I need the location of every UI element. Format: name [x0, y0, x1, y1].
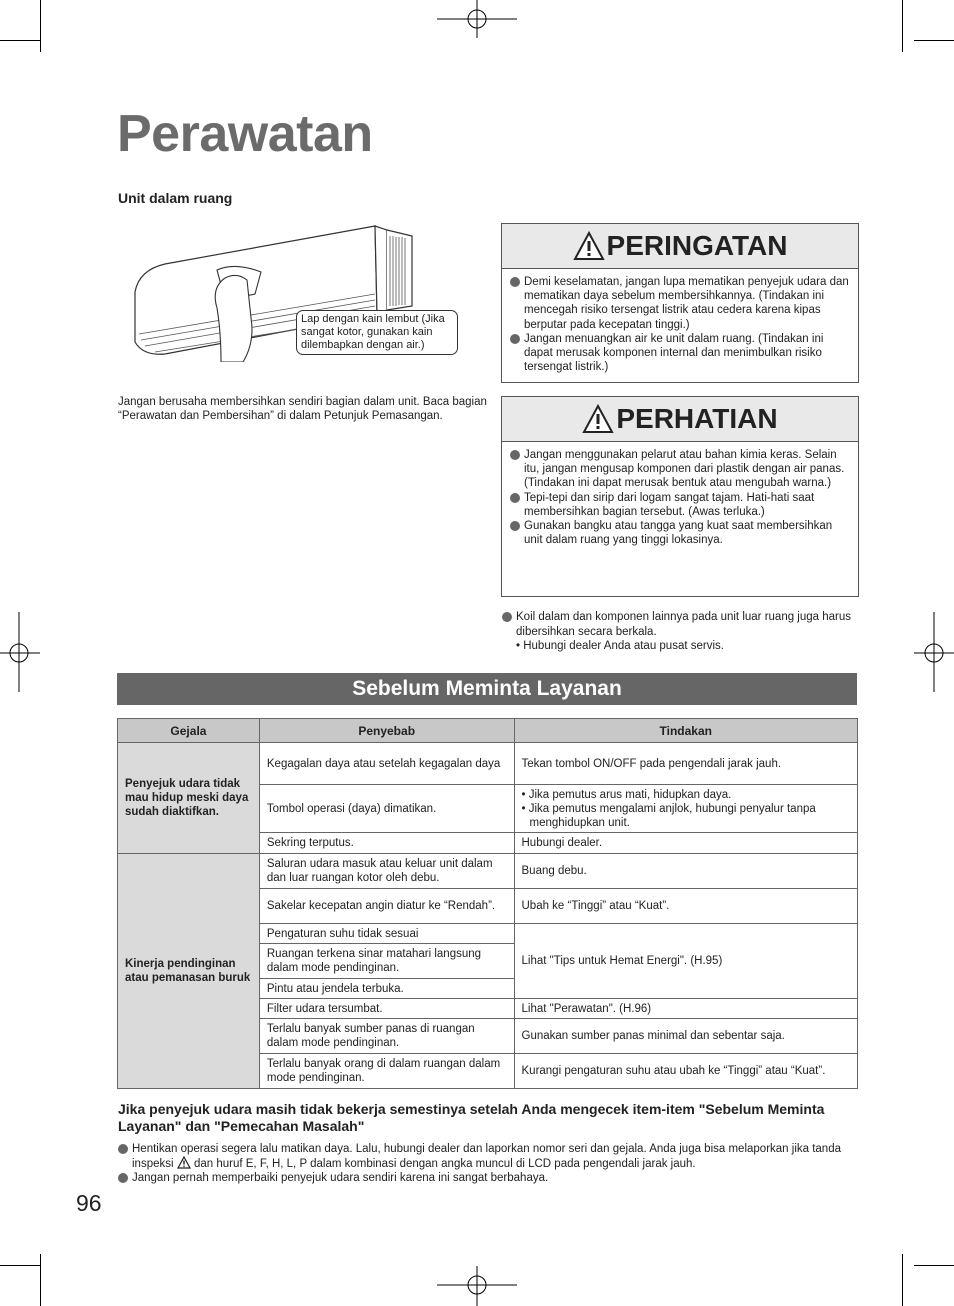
warning-box [501, 223, 859, 383]
final-item [118, 1142, 860, 1171]
action-cell: Hubungi dealer. [514, 833, 858, 854]
table-header-row [118, 719, 858, 743]
symptom-cell: Penyejuk udara tidak mau hidup meski daya sudah diaktifkan. [118, 743, 260, 854]
action-cell: Lihat "Perawatan". (H.96) [514, 999, 858, 1019]
cause-cell: Pengaturan suhu tidak sesuai [259, 924, 514, 944]
action-cell: Tekan tombol ON/OFF pada pengendali jarak jauh. [514, 743, 858, 785]
troubleshooting-table [117, 718, 858, 1089]
cloth-callout: Lap dengan kain lembut (Jika sangat kotor, gunakan kain dilembapkan dengan air.) [296, 310, 458, 355]
warning-triangle-icon [573, 231, 605, 261]
caution-box [501, 396, 859, 597]
header-cause: Penyebab [259, 719, 514, 743]
warning-item: Demi keselamatan, jangan lupa mematikan penyejuk udara dan mematikan daya sebelum membersihkannya. (Tindakan ini mencegah risiko tersengat listrik atau cedera karena kipas berputar pada kecepatan tinggi.) [510, 275, 850, 332]
page-number: 96 [76, 1190, 102, 1216]
header-action: Tindakan [514, 719, 858, 743]
caution-item: Jangan menggunakan pelarut atau bahan kimia keras. Selain itu, jangan mengusap komponen dari plastik dengan air panas. (Tindakan ini dapat merusak bentuk atau mengubah warna.) [510, 448, 850, 491]
section-banner: Sebelum Meminta Layanan [117, 673, 857, 705]
cause-cell: Sakelar kecepatan angin diatur ke “Rendah”. [259, 889, 514, 924]
header-symptom: Gejala [118, 719, 260, 743]
final-item-text: dan huruf E, F, H, L, P dalam kombinasi dengan angka muncul di LCD pada pengendali jarak jauh. [193, 1158, 696, 1170]
caution-item: Gunakan bangku atau tangga yang kuat saat membersihkan unit dalam ruang yang tinggi lokasinya. [510, 519, 850, 547]
cause-cell: Terlalu banyak sumber panas di ruangan dalam mode pendinginan. [259, 1019, 514, 1054]
action-cell: Buang debu. [514, 854, 858, 889]
caution-header [502, 397, 858, 442]
action-line: • Jika pemutus mengalami anjlok, hubungi penyalur tanpa menghidupkan unit. [521, 802, 816, 829]
action-cell: Ubah ke “Tinggi” atau “Kuat”. [514, 889, 858, 924]
caution-item: Tepi-tepi dan sirip dari logam sangat tajam. Hati-hati saat membersihkan bagian tersebut. (Awas terluka.) [510, 491, 850, 519]
table-row [118, 743, 858, 785]
indoor-paragraph: Jangan berusaha membersihkan sendiri bagian dalam unit. Baca bagian “Perawatan dan Pembersihan” di dalam Petunjuk Pemasangan. [118, 396, 487, 422]
cause-cell: Sekring terputus. [259, 833, 514, 854]
warning-header [502, 224, 858, 269]
warning-item: Jangan menuangkan air ke unit dalam ruang. (Tindakan ini dapat merusak komponen internal dan menimbulkan risiko tersengat listrik.) [510, 332, 850, 375]
final-list [118, 1142, 860, 1185]
action-cell: Kurangi pengaturan suhu atau ubah ke “Tinggi” atau “Kuat”. [514, 1054, 858, 1089]
action-cell: Lihat "Tips untuk Hemat Energi". (H.95) [514, 924, 858, 999]
caution-triangle-icon [582, 404, 614, 434]
final-item: Jangan pernah memperbaiki penyejuk udara sendiri karena ini sangat berbahaya. [118, 1171, 860, 1185]
symptom-cell: Kinerja pendinginan atau pemanasan buruk [118, 854, 260, 1089]
outdoor-note-text: Koil dalam dan komponen lainnya pada unit luar ruang juga harus dibersihkan secara berkala. [502, 610, 862, 639]
cause-cell: Saluran udara masuk atau keluar unit dalam dan luar ruangan kotor oleh debu. [259, 854, 514, 889]
cause-cell: Filter udara tersumbat. [259, 999, 514, 1019]
cause-cell: Tombol operasi (daya) dimatikan. [259, 785, 514, 833]
caution-title: PERHATIAN [616, 403, 778, 434]
warning-title: PERINGATAN [606, 230, 788, 261]
cause-cell: Ruangan terkena sinar matahari langsung dalam mode pendinginan. [259, 944, 514, 979]
final-item-text: Hentikan operasi segera lalu matikan daya. Lalu, hubungi dealer dan laporkan nomor seri dan gejala. Anda juga bisa melaporkan jika tanda inspeksi [132, 1143, 841, 1170]
page-title: Perawatan [117, 105, 373, 163]
table-row [118, 854, 858, 889]
action-cell: Gunakan sumber panas minimal dan sebentar saja. [514, 1019, 858, 1054]
cause-cell: Terlalu banyak orang di dalam ruangan dalam mode pendinginan. [259, 1054, 514, 1089]
inspection-triangle-icon [177, 1156, 191, 1169]
action-cell [514, 785, 858, 833]
outdoor-note [502, 610, 862, 654]
cause-cell: Kegagalan daya atau setelah kegagalan daya [259, 743, 514, 785]
cause-cell: Pintu atau jendela terbuka. [259, 979, 514, 999]
final-heading: Jika penyejuk udara masih tidak bekerja semestinya setelah Anda mengecek item-item "Sebelum Meminta Layanan" dan "Pemecahan Masalah" [118, 1101, 825, 1134]
action-line: • Jika pemutus arus mati, hidupkan daya. [521, 788, 732, 801]
indoor-unit-heading: Unit dalam ruang [118, 190, 233, 206]
outdoor-note-sub: • Hubungi dealer Anda atau pusat servis. [516, 640, 724, 652]
